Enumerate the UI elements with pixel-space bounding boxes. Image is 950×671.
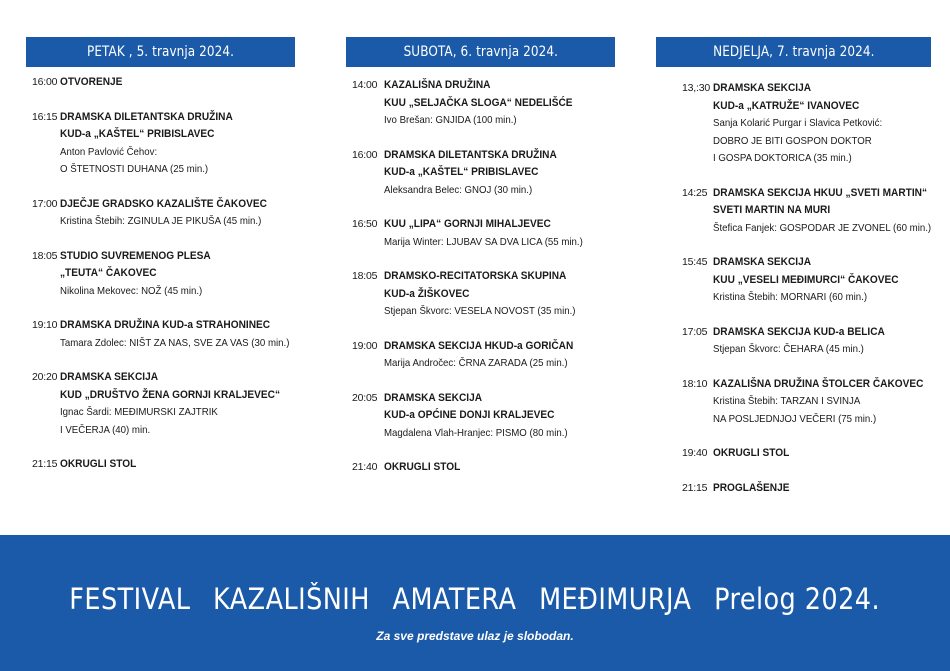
event-time: 17:05 — [682, 325, 708, 338]
ensemble-name: OTVORENJE — [60, 76, 123, 88]
ensemble-name: DRAMSKO-RECITATORSKA SKUPINA — [384, 270, 567, 282]
schedule-entry — [26, 196, 295, 231]
ensemble-name: KUD-a „KAŠTEL“ PRIBISLAVEC — [60, 128, 215, 140]
day-header: PETAK , 5. travnja 2024. — [26, 37, 295, 67]
ensemble-name: OKRUGLI STOL — [713, 447, 790, 459]
day-header: NEDJELJA, 7. travnja 2024. — [656, 37, 931, 67]
schedule-entry — [26, 317, 295, 352]
event-time: 20:05 — [352, 391, 378, 404]
event-time: 21:15 — [682, 481, 708, 494]
schedule-entry — [26, 248, 295, 301]
festival-place-year: Prelog 2024. — [714, 582, 881, 616]
schedule-entry — [346, 338, 615, 373]
event-list — [656, 67, 931, 497]
event-time: 19:10 — [32, 319, 58, 331]
schedule-entry — [656, 376, 931, 429]
event-time: 21:15 — [32, 458, 58, 470]
ensemble-name: KUU „SELJAČKA SLOGA“ NEDELIŠĆE — [384, 96, 573, 109]
event-time: 17:00 — [32, 197, 58, 210]
play-detail: Stjepan Škvorc: ČEHARA (45 min.) — [713, 343, 864, 355]
play-detail: Stjepan Škvorc: VESELA NOVOST (35 min.) — [384, 305, 576, 317]
schedule-entry — [346, 147, 615, 200]
play-detail: O ŠTETNOSTI DUHANA (25 min.) — [60, 163, 209, 175]
ensemble-name: KUD-a OPĆINE DONJI KRALJEVEC — [384, 409, 555, 421]
ensemble-name: STUDIO SUVREMENOG PLESA — [60, 249, 211, 262]
ensemble-name: DRAMSKA SEKCIJA HKUD-a GORIČAN — [384, 339, 574, 352]
event-time: 15:45 — [682, 256, 708, 268]
day-header: SUBOTA, 6. travnja 2024. — [346, 37, 615, 67]
event-time: 18:05 — [352, 270, 378, 282]
event-time: 21:40 — [352, 461, 378, 473]
event-time: 18:05 — [32, 249, 58, 262]
event-time: 19:40 — [682, 447, 708, 459]
ensemble-name: DRAMSKA DILETANTSKA DRUŽINA — [60, 110, 233, 123]
schedule-entry — [26, 74, 295, 92]
play-detail: Marija Andročec: ČRNA ZARADA (25 min.) — [384, 357, 568, 369]
schedule-entry — [346, 268, 615, 321]
schedule-entry — [26, 369, 295, 439]
schedule-entry — [346, 216, 615, 251]
play-detail: Tamara Zdolec: NIŠT ZA NAS, SVE ZA VAS (30 min.) — [60, 336, 290, 349]
schedule-entry — [346, 459, 615, 477]
event-time: 16:00 — [32, 76, 58, 88]
event-time: 19:00 — [352, 339, 378, 352]
ensemble-name: DRAMSKA SEKCIJA — [713, 82, 812, 94]
play-detail: Štefica Fanjek: GOSPODAR JE ZVONEL (60 min.) — [713, 221, 932, 234]
ensemble-name: KUD-a ŽIŠKOVEC — [384, 287, 470, 300]
event-time: 16:15 — [32, 110, 58, 123]
schedule-entry — [26, 109, 295, 179]
festival-banner — [0, 535, 950, 671]
ensemble-name: KUD-a „KATRUŽE“ IVANOVEC — [713, 99, 860, 112]
schedule-entry — [346, 77, 615, 130]
ensemble-name: DRAMSKA SEKCIJA — [713, 256, 812, 268]
play-detail: Kristina Štebih: ZGINULA JE PIKUŠA (45 min.) — [60, 215, 262, 227]
play-detail: Anton Pavlović Čehov: — [60, 145, 158, 158]
play-detail: DOBRO JE BITI GOSPON DOKTOR — [713, 134, 872, 147]
festival-word: KAZALIŠNIH — [213, 582, 371, 616]
schedule-entry — [346, 390, 615, 443]
play-detail: Ignac Šardi: MEĐIMURSKI ZAJTRIK — [60, 406, 218, 418]
schedule-entry — [656, 445, 931, 463]
ensemble-name: SVETI MARTIN NA MURI — [713, 204, 831, 216]
ensemble-name: KAZALIŠNA DRUŽINA ŠTOLCER ČAKOVEC — [713, 377, 924, 390]
festival-word: MEĐIMURJA — [539, 582, 692, 616]
play-detail: Kristina Štebih: MORNARI (60 min.) — [713, 291, 868, 303]
event-time: 20:20 — [32, 371, 58, 383]
event-time: 14:25 — [682, 186, 708, 199]
festival-word: AMATERA — [392, 582, 517, 616]
ensemble-name: KUD-a „KAŠTEL“ PRIBISLAVEC — [384, 166, 539, 178]
play-detail: Marija Winter: LJUBAV SA DVA LICA (55 min.) — [384, 235, 583, 248]
ensemble-name: DRAMSKA DRUŽINA KUD-a STRAHONINEC — [60, 319, 271, 331]
event-time: 16:50 — [352, 218, 378, 230]
event-time: 18:10 — [682, 377, 708, 390]
ensemble-name: OKRUGLI STOL — [60, 458, 137, 470]
ensemble-name: DRAMSKA DILETANTSKA DRUŽINA — [384, 148, 557, 161]
ensemble-name: DRAMSKA SEKCIJA — [384, 391, 483, 404]
schedule-entry — [656, 254, 931, 307]
play-detail: Ivo Brešan: GNJIDA (100 min.) — [384, 114, 517, 126]
ensemble-name: KUD „DRUŠTVO ŽENA GORNJI KRALJEVEC“ — [60, 388, 281, 401]
event-time: 16:00 — [352, 148, 378, 161]
ensemble-name: OKRUGLI STOL — [384, 461, 461, 473]
play-detail: I VEČERJA (40) min. — [60, 423, 151, 436]
free-entry-note: Za sve predstave ulaz je slobodan. — [376, 629, 574, 643]
festival-title — [0, 582, 950, 616]
schedule-entry — [656, 324, 931, 359]
play-detail: I GOSPA DOKTORICA (35 min.) — [713, 152, 852, 164]
ensemble-name: DRAMSKA SEKCIJA — [60, 371, 159, 383]
ensemble-name: KAZALIŠNA DRUŽINA — [384, 79, 491, 91]
event-time: 14:00 — [352, 79, 378, 91]
play-detail: Magdalena Vlah-Hranjec: PISMO (80 min.) — [384, 426, 568, 439]
play-detail: Kristina Štebih: TARZAN I SVINJA — [713, 395, 861, 407]
schedule-entry — [26, 456, 295, 474]
play-detail: Sanja Kolarić Purgar i Slavica Petković: — [713, 117, 883, 129]
ensemble-name: KUU „VESELI MEĐIMURCI“ ČAKOVEC — [713, 273, 899, 286]
schedule-entry — [656, 480, 931, 498]
ensemble-name: DRAMSKA SEKCIJA HKUU „SVETI MARTIN“ — [713, 186, 928, 199]
event-time: 13,:30 — [682, 82, 710, 94]
event-list — [346, 67, 615, 477]
festival-word: FESTIVAL — [69, 582, 191, 616]
ensemble-name: KUU „LIPA“ GORNJI MIHALJEVEC — [384, 218, 551, 230]
ensemble-name: „TEUTA“ ČAKOVEC — [60, 267, 157, 279]
ensemble-name: DJEČJE GRADSKO KAZALIŠTE ČAKOVEC — [60, 197, 267, 210]
ensemble-name: PROGLAŠENJE — [713, 481, 790, 494]
play-detail: Nikolina Mekovec: NOŽ (45 min.) — [60, 284, 203, 297]
day-column-friday — [26, 37, 295, 491]
play-detail: NA POSLJEDNJOJ VEČERI (75 min.) — [713, 412, 877, 425]
play-detail: Aleksandra Belec: GNOJ (30 min.) — [384, 183, 533, 196]
schedule-entry — [656, 185, 931, 238]
ensemble-name: DRAMSKA SEKCIJA KUD-a BELICA — [713, 325, 885, 338]
event-list — [26, 67, 295, 474]
day-column-sunday — [656, 37, 931, 514]
day-column-saturday — [346, 37, 615, 494]
schedule-entry — [656, 80, 931, 168]
